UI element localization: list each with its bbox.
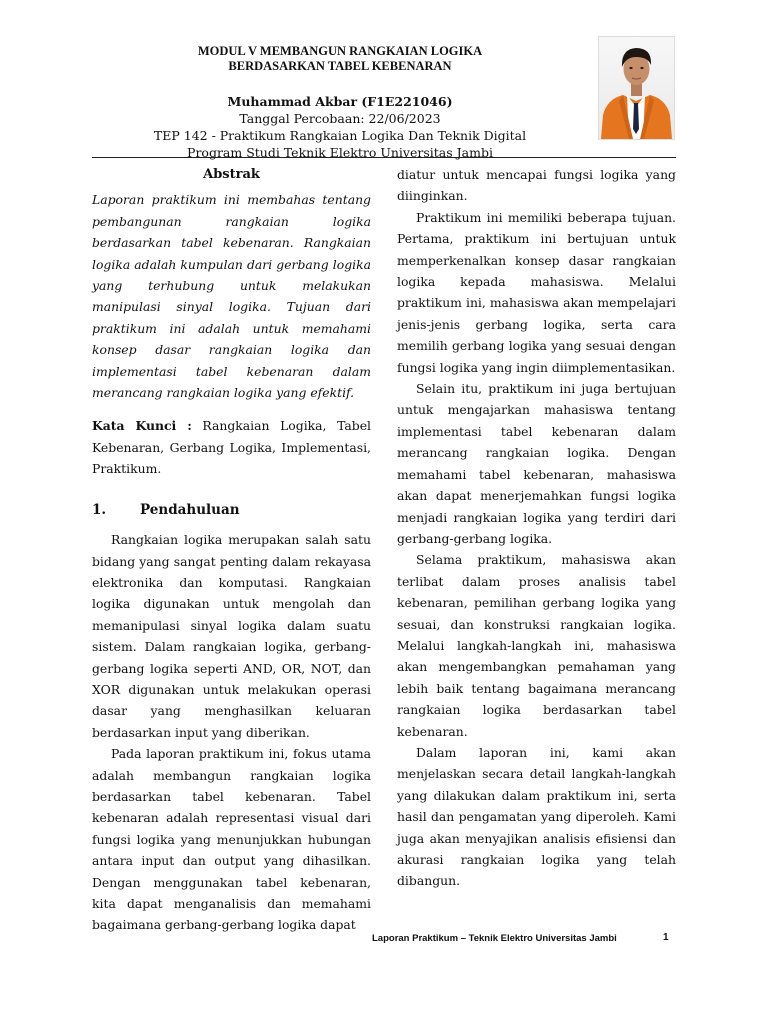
paper-header (90, 44, 590, 161)
paper-title-line-1: MODUL V MEMBANGUN RANGKAIAN LOGIKA (197, 44, 483, 58)
author-name: Muhammad Akbar (F1E221046) (227, 94, 453, 109)
abstract-heading: Abstrak (203, 167, 260, 182)
paper-title-line-2: BERDASARKAN TABEL KEBENARAN (228, 59, 452, 73)
program-name: Program Studi Teknik Elektro Universitas Jambi (187, 145, 493, 160)
page-number: 1 (663, 932, 669, 943)
page-footer: Laporan Praktikum – Teknik Elektro Universitas Jambi (372, 933, 617, 944)
intro-paragraph-2: Pada laporan praktikum ini, fokus utama adalah membangun rangkaian logika berdasarkan tabel kebenaran. Tabel kebenaran adalah representasi visual dari fungsi logika yang menunjukkan hubungan antara input dan output yang dihasilkan. Dengan menggunakan tabel kebenaran, kita dapat menganalisis dan memahami bagaimana gerbang-gerbang logika dapat (92, 746, 371, 933)
section-heading-introduction (92, 500, 371, 521)
course-name: TEP 142 - Praktikum Rangkaian Logika Dan Teknik Digital (153, 128, 527, 143)
intro-paragraph-1: Rangkaian logika merupakan salah satu bidang yang sangat penting dalam rekayasa elektronika dan komputasi. Rangkaian logika digunakan untuk mengolah dan memanipulasi sinyal logika dalam suatu sistem. Dalam rangkaian logika, gerbang-gerbang logika seperti AND, OR, NOT, dan XOR digunakan untuk melakukan operasi dasar yang menghasilkan keluaran berdasarkan input yang diberikan. (92, 532, 371, 740)
author-photo (598, 36, 675, 140)
abstract-text: Laporan praktikum ini membahas tentang pembangunan rangkaian logika berdasarkan tabel kebenaran. Rangkaian logika adalah kumpulan dari gerbang logika yang terhubung untuk melakukan manipulasi sinyal logika. Tujuan dari praktikum ini adalah untuk memahami konsep dasar rangkaian logika dan implementasi tabel kebenaran dalam merancang rangkaian logika yang efektif. (92, 192, 371, 401)
section-title: Pendahuluan (140, 501, 240, 518)
intro-paragraph-2-continued: diatur untuk mencapai fungsi logika yang diinginkan. (397, 167, 676, 204)
keywords-label: Kata Kunci : (92, 418, 192, 434)
header-divider (92, 157, 676, 158)
intro-paragraph-6: Dalam laporan ini, kami akan menjelaskan secara detail langkah-langkah yang dilakukan dalam praktikum ini, serta hasil dan pengamatan yang diperoleh. Kami juga akan menyajikan analisis efisiensi dan akurasi rangkaian logika yang telah dibangun. (397, 744, 676, 889)
left-column (92, 164, 371, 936)
section-number: 1. (92, 501, 107, 518)
right-column (397, 164, 676, 892)
keywords-text: Rangkaian Logika, Tabel Kebenaran, Gerbang Logika, Implementasi, Praktikum. (92, 418, 371, 477)
intro-paragraph-5: Selama praktikum, mahasiswa akan terlibat dalam proses analisis tabel kebenaran, pemilihan gerbang logika yang sesuai, dan konstruksi rangkaian logika. Melalui langkah-langkah ini, mahasiswa akan mengembangkan pemahaman yang lebih baik tentang bagaimana merancang rangkaian logika berdasarkan tabel kebenaran. (397, 552, 676, 739)
experiment-date: Tanggal Percobaan: 22/06/2023 (239, 111, 441, 126)
author-portrait-icon (599, 37, 674, 139)
intro-paragraph-3: Praktikum ini memiliki beberapa tujuan. Pertama, praktikum ini bertujuan untuk memperkenalkan konsep dasar rangkaian logika kepada mahasiswa. Melalui praktikum ini, mahasiswa akan mempelajari jenis-jenis gerbang logika, serta cara memilih gerbang logika yang sesuai dengan fungsi logika yang ingin diimplementasikan. (397, 209, 676, 375)
intro-paragraph-4: Selain itu, praktikum ini juga bertujuan untuk mengajarkan mahasiswa tentang implementasi tabel kebenaran dalam merancang rangkaian logika. Dengan memahami tabel kebenaran, mahasiswa akan dapat menerjemahkan fungsi logika menjadi rangkaian logika yang terdiri dari gerbang-gerbang logika. (397, 381, 676, 546)
keywords (92, 415, 371, 479)
